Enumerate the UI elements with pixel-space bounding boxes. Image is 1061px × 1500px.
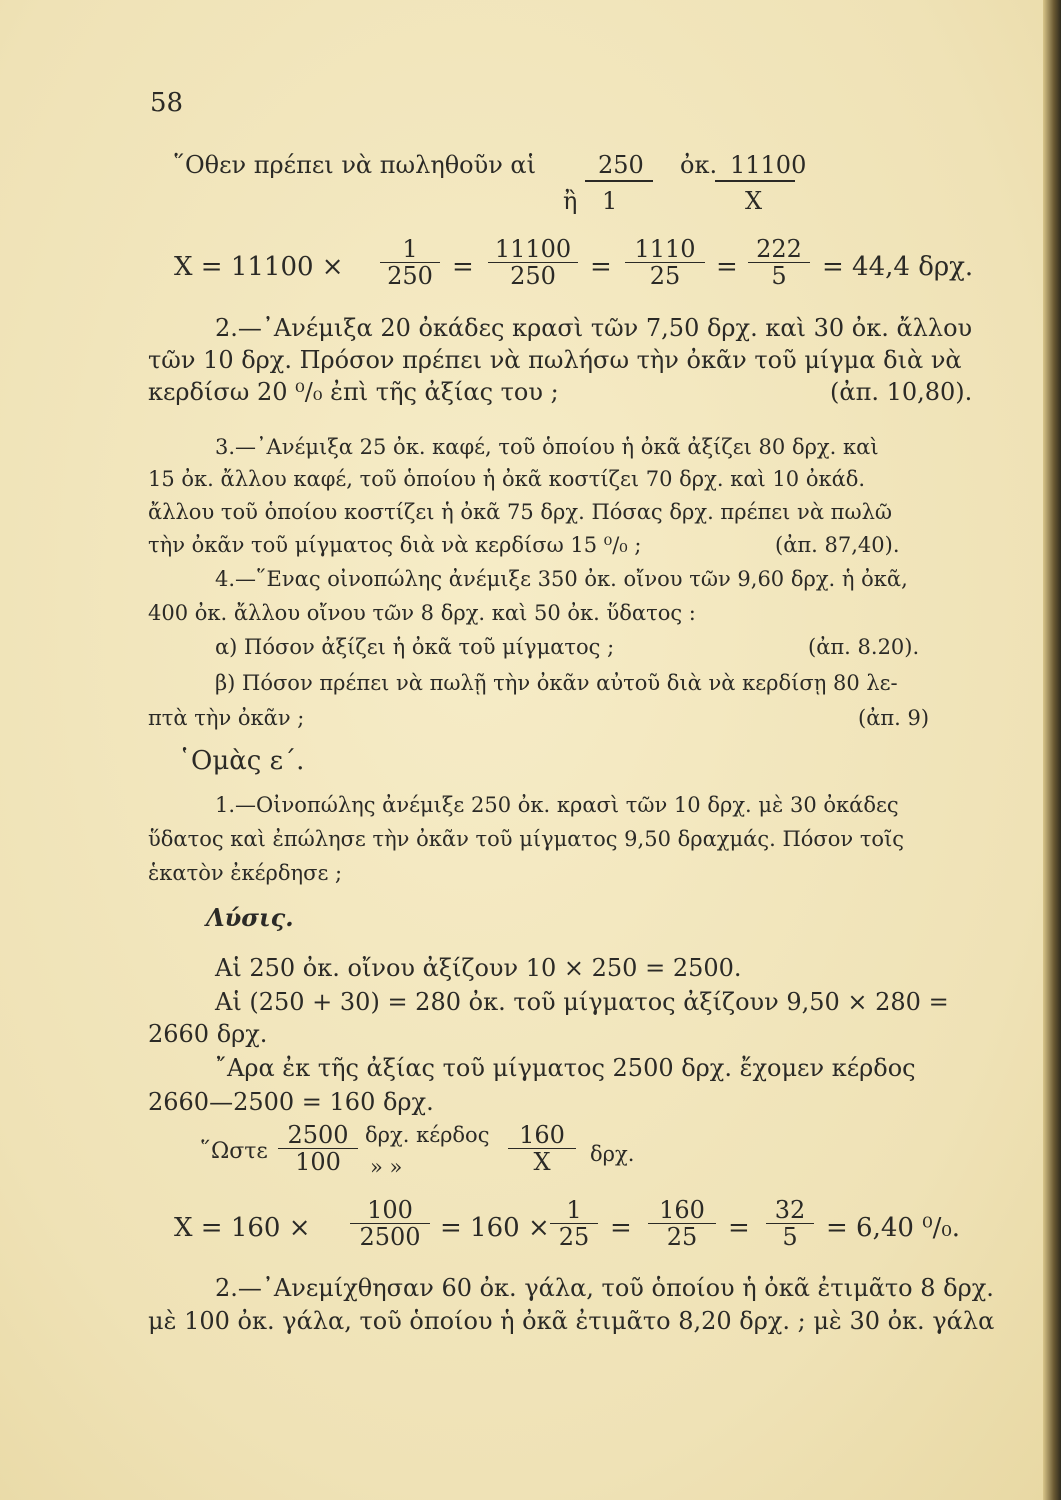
text-line: κερδίσω 20 ⁰/₀ ἐπὶ τῆς ἀξίας του ; xyxy=(148,378,559,406)
text-line: τὴν ὀκᾶν τοῦ μίγματος διὰ νὰ κερδίσω 15 ⁰/₀ ; xyxy=(148,533,642,557)
denominator: 5 xyxy=(771,262,787,290)
proportion-value: 250 xyxy=(598,151,644,179)
equals: = xyxy=(610,1213,632,1243)
unit-label: δρχ. xyxy=(590,1142,635,1166)
fraction-rule xyxy=(715,180,795,182)
text-line: 1.—Οἰνοπώλης ἀνέμιξε 250 ὀκ. κρασὶ τῶν 10 δρχ. μὲ 30 ὀκάδες xyxy=(215,793,899,817)
numerator: 160 xyxy=(648,1197,716,1224)
text-line: πτὰ τὴν ὀκᾶν ; xyxy=(148,706,305,730)
fraction xyxy=(748,236,810,289)
denominator: 250 xyxy=(510,262,556,290)
text-line: α) Πόσον ἀξίζει ἡ ὀκᾶ τοῦ μίγματος ; xyxy=(215,635,615,659)
answer: (ἀπ. 8.20). xyxy=(808,635,920,659)
fraction xyxy=(766,1197,814,1250)
answer: (ἀπ. 9) xyxy=(858,706,930,730)
equation-result: = 44,4 δρχ. xyxy=(822,252,974,282)
section-heading: ῾Ομὰς ε΄. xyxy=(178,746,305,776)
numerator: 32 xyxy=(766,1197,814,1224)
equals: = xyxy=(452,252,474,282)
fraction xyxy=(278,1122,358,1175)
denominator: 5 xyxy=(782,1223,798,1251)
numerator: 1 xyxy=(550,1197,598,1224)
text-line: 2.—᾽Ανεμίχθησαν 60 ὀκ. γάλα, τοῦ ὁποίου ἡ ὀκᾶ ἐτιμᾶτο 8 δρχ. xyxy=(215,1274,994,1302)
text-line: ὕδατος καὶ ἐπώλησε τὴν ὀκᾶν τοῦ μίγματος 9,50 δραχμάς. Πόσον τοῖς xyxy=(148,827,905,851)
fraction xyxy=(550,1197,598,1250)
text-line: 2660 δρχ. xyxy=(148,1020,268,1048)
fraction xyxy=(488,236,578,289)
text-line: » » xyxy=(370,1155,403,1179)
page-edge xyxy=(1043,0,1061,1500)
text-line: τῶν 10 δρχ. Πρόσον πρέπει νὰ πωλήσω τὴν ὀκᾶν τοῦ μίγμα διὰ νὰ xyxy=(148,346,962,374)
text-line: 400 ὀκ. ἄλλου οἴνου τῶν 8 δρχ. καὶ 50 ὀκ. ὕδατος : xyxy=(148,601,696,625)
fraction xyxy=(648,1197,716,1250)
text-line: 4.—῞Ενας οἰνοπώλης ἀνέμιξε 350 ὀκ. οἴνου τῶν 9,60 δρχ. ἡ ὀκᾶ, xyxy=(215,567,908,591)
text-line: Αἱ (250 + 30) = 280 ὀκ. τοῦ μίγματος ἀξίζουν 9,50 × 280 = xyxy=(215,988,949,1016)
equals: = xyxy=(716,252,738,282)
fraction xyxy=(380,236,440,289)
page-number: 58 xyxy=(150,88,184,118)
solution-label: Λύσις. xyxy=(206,903,294,932)
fraction-rule xyxy=(585,180,653,182)
text-line: 2.—᾽Ανέμιξα 20 ὀκάδες κρασὶ τῶν 7,50 δρχ. καὶ 30 ὀκ. ἄλλου xyxy=(215,314,973,342)
fraction xyxy=(350,1197,430,1250)
text-line: μὲ 100 ὀκ. γάλα, τοῦ ὁποίου ἡ ὀκᾶ ἐτιμᾶτο 8,20 δρχ. ; μὲ 30 ὀκ. γάλα xyxy=(148,1307,995,1335)
numerator: 100 xyxy=(350,1197,430,1224)
equals: = xyxy=(590,252,612,282)
numerator: 1 xyxy=(380,236,440,263)
text-line: β) Πόσον πρέπει νὰ πωλῇ τὴν ὀκᾶν αὐτοῦ διὰ νὰ κερδίσῃ 80 λε- xyxy=(215,671,898,695)
numerator: 222 xyxy=(748,236,810,263)
denominator: 25 xyxy=(666,1223,698,1251)
equation-result: = 6,40 ⁰/₀. xyxy=(826,1213,961,1243)
text-line: ἢ xyxy=(563,187,578,215)
fraction xyxy=(625,236,705,289)
text-line: 15 ὀκ. ἄλλου καφέ, τοῦ ὁποίου ἡ ὀκᾶ κοστίζει 70 δρχ. καὶ 10 ὀκάδ. xyxy=(148,467,866,491)
equals: = xyxy=(728,1213,750,1243)
proportion-value: 11100 xyxy=(730,151,807,179)
text-line: 3.—᾽Ανέμιξα 25 ὀκ. καφέ, τοῦ ὁποίου ἡ ὀκᾶ ἀξίζει 80 δρχ. καὶ xyxy=(215,435,879,459)
equation-lhs: X = 11100 × xyxy=(174,252,344,282)
answer: (ἀπ. 87,40). xyxy=(775,533,900,557)
text-line: ῎Αρα ἐκ τῆς ἀξίας τοῦ μίγματος 2500 δρχ. ἔχομεν κέρδος xyxy=(215,1054,916,1082)
text-line: ῞Οθεν πρέπει νὰ πωληθοῦν αἱ xyxy=(173,151,537,179)
equation-lhs: X = 160 × xyxy=(174,1213,311,1243)
numerator: 2500 xyxy=(278,1122,358,1149)
hoste-label: ῞Ωστε xyxy=(200,1139,268,1164)
numerator: 11100 xyxy=(488,236,578,263)
text-line: ἄλλου τοῦ ὁποίου κοστίζει ἡ ὀκᾶ 75 δρχ. Πόσας δρχ. πρέπει νὰ πωλῶ xyxy=(148,500,893,524)
proportion-value: X xyxy=(745,187,763,215)
denominator: 25 xyxy=(558,1223,590,1251)
unit-label: ὀκ. xyxy=(680,151,718,179)
equation-mid: = 160 × xyxy=(440,1213,550,1243)
text-line: δρχ. κέρδος xyxy=(365,1123,490,1147)
text-line: 2660—2500 = 160 δρχ. xyxy=(148,1088,434,1116)
denominator: X xyxy=(533,1148,551,1176)
numerator: 160 xyxy=(508,1122,576,1149)
text-line: Αἱ 250 ὀκ. οἴνου ἀξίζουν 10 × 250 = 2500. xyxy=(215,954,742,982)
fraction xyxy=(508,1122,576,1175)
numerator: 1110 xyxy=(625,236,705,263)
proportion-value: 1 xyxy=(602,187,618,215)
denominator: 2500 xyxy=(359,1223,421,1251)
denominator: 250 xyxy=(387,262,433,290)
text-line: ἑκατὸν ἐκέρδησε ; xyxy=(148,861,343,885)
denominator: 100 xyxy=(295,1148,341,1176)
denominator: 25 xyxy=(649,262,681,290)
answer: (ἀπ. 10,80). xyxy=(830,378,973,406)
